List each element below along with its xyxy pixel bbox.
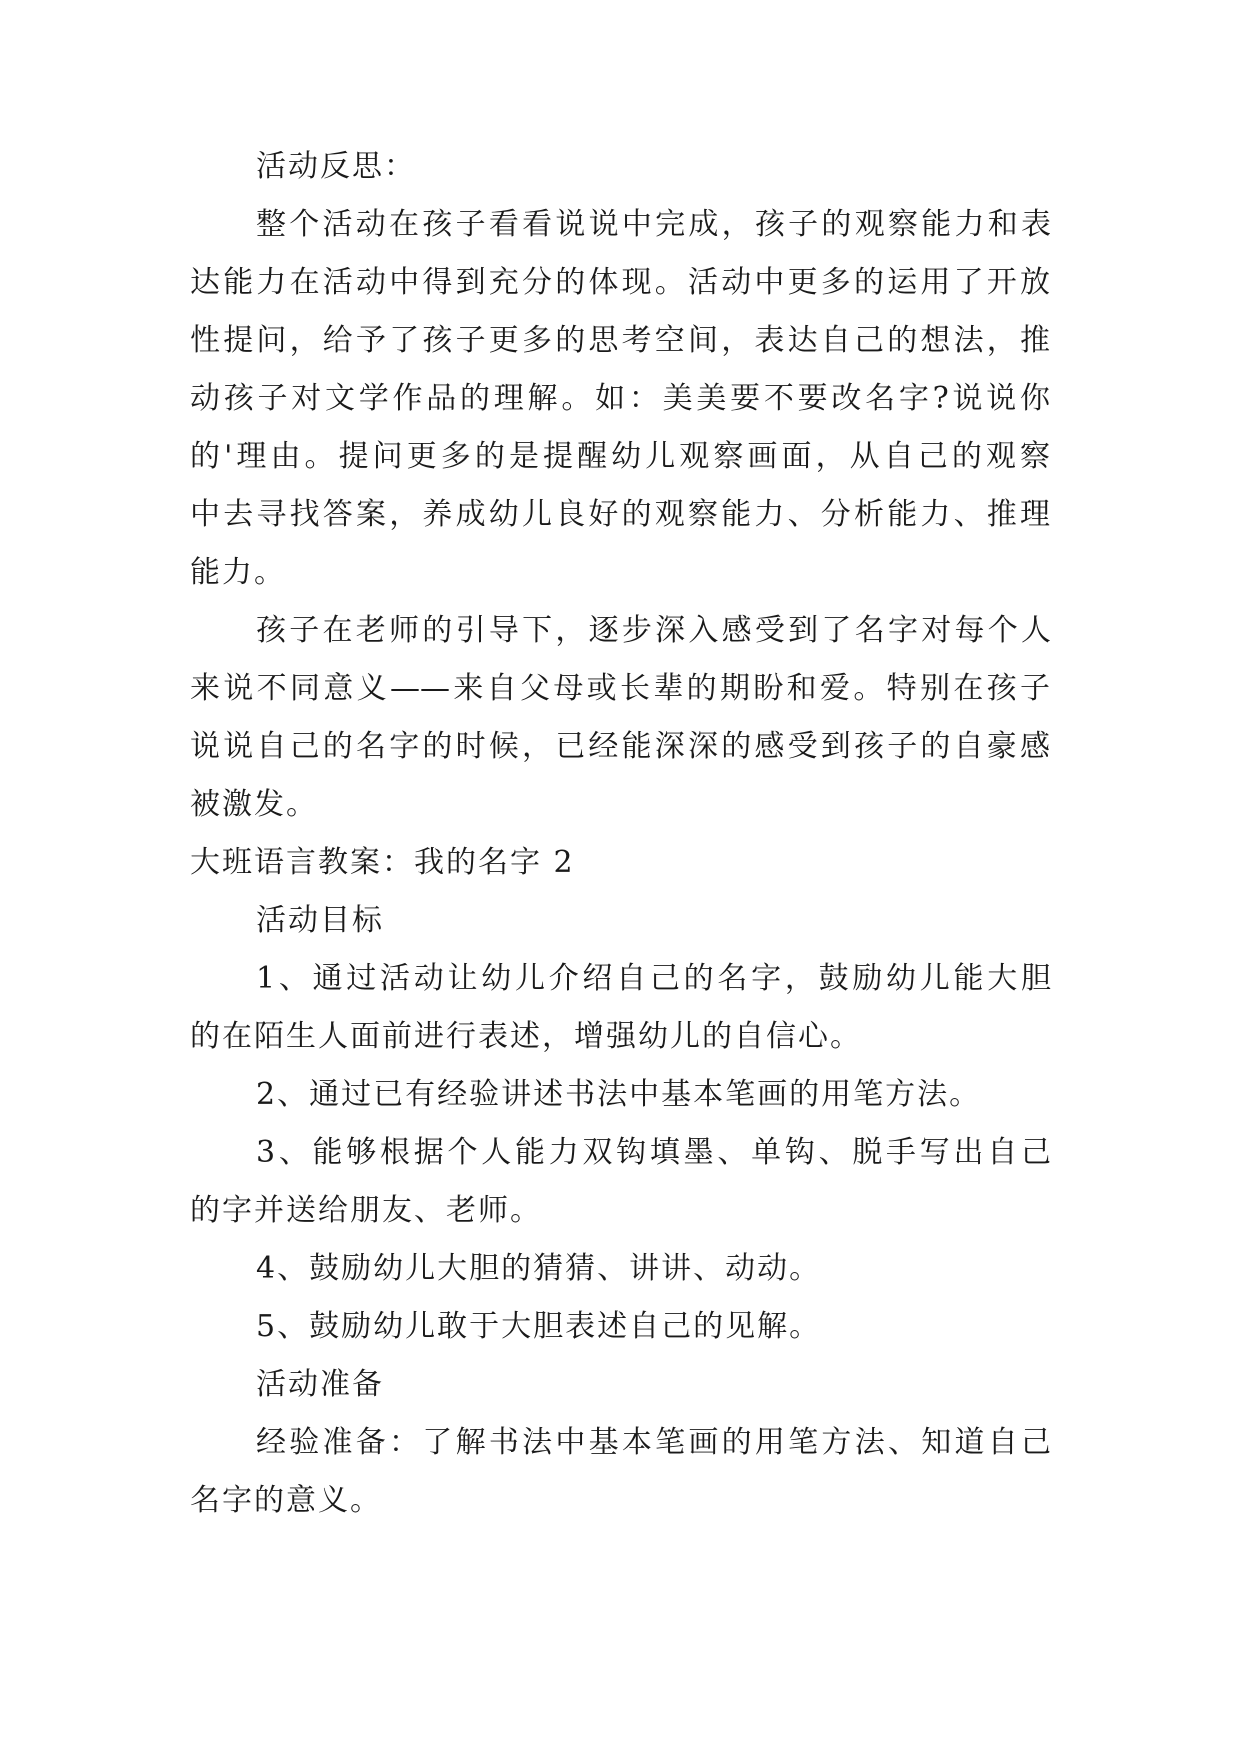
paragraph-line: 性提问，给予了孩子更多的思考空间，表达自己的想法，推: [190, 323, 1050, 358]
list-item: 1、通过活动让幼儿介绍自己的名字，鼓励幼儿能大胆: [256, 961, 1051, 996]
list-item: 5、鼓励幼儿敢于大胆表述自己的见解。: [256, 1309, 822, 1344]
subsection-heading: 活动准备: [256, 1367, 384, 1402]
paragraph-line: 整个活动在孩子看看说说中完成，孩子的观察能力和表: [256, 207, 1051, 242]
paragraph-line: 能力。: [190, 555, 286, 590]
subsection-heading: 活动目标: [256, 903, 384, 938]
paragraph-line: 孩子在老师的引导下，逐步深入感受到了名字对每个人: [256, 613, 1051, 648]
list-item: 4、鼓励幼儿大胆的猜猜、讲讲、动动。: [256, 1251, 822, 1286]
list-item: 的在陌生人面前进行表述，增强幼儿的自信心。: [190, 1019, 862, 1054]
paragraph-line: 名字的意义。: [190, 1483, 382, 1518]
list-item: 3、能够根据个人能力双钩填墨、单钩、脱手写出自己: [256, 1135, 1051, 1170]
paragraph-line: 动孩子对文学作品的理解。如：美美要不要改名字?说说你: [190, 381, 1050, 416]
paragraph-line: 的'理由。提问更多的是提醒幼儿观察画面，从自己的观察: [190, 439, 1050, 474]
paragraph-line: 中去寻找答案，养成幼儿良好的观察能力、分析能力、推理: [190, 497, 1050, 532]
paragraph-line: 被激发。: [190, 787, 318, 822]
paragraph-line: 达能力在活动中得到充分的体现。活动中更多的运用了开放: [190, 265, 1050, 300]
paragraph-line: 说说自己的名字的时候，已经能深深的感受到孩子的自豪感: [190, 729, 1050, 764]
list-item: 的字并送给朋友、老师。: [190, 1193, 542, 1228]
paragraph-line: 经验准备：了解书法中基本笔画的用笔方法、知道自己: [256, 1425, 1051, 1460]
paragraph-line: 来说不同意义——来自父母或长辈的期盼和爱。特别在孩子: [190, 671, 1050, 706]
reflection-heading: 活动反思：: [256, 149, 416, 184]
list-item: 2、通过已有经验讲述书法中基本笔画的用笔方法。: [256, 1077, 982, 1112]
section-title: 大班语言教案：我的名字 2: [190, 845, 575, 880]
